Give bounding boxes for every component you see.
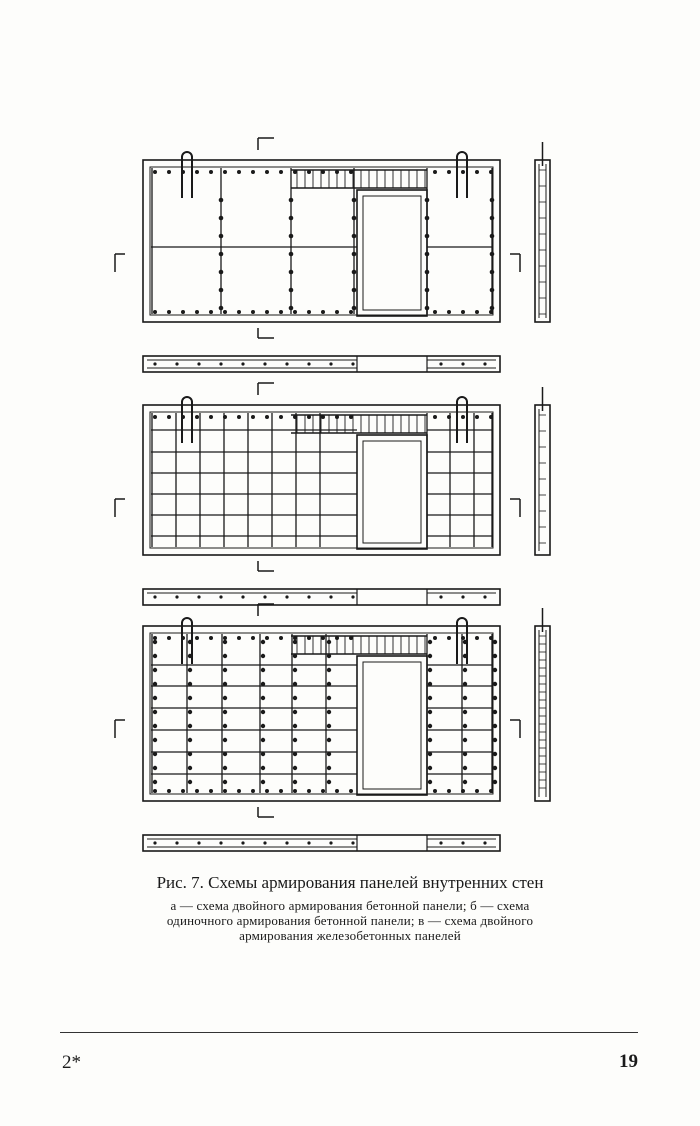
rebar-dot [251,415,255,419]
panel-outline [143,160,500,322]
rebar-dot [428,654,432,658]
rebar-dot [475,789,479,793]
rebar-dot [463,766,467,770]
rebar-dot [237,636,241,640]
rebar-dot [293,710,297,714]
rebar-dot [461,789,465,793]
rebar-dot [263,362,266,365]
rebar-dot [433,310,437,314]
rebar-dot [493,738,497,742]
rebar-dot [349,415,353,419]
rebar-dot [335,310,339,314]
rebar-dot [335,636,339,640]
rebar-dot [167,415,171,419]
side-section [535,405,550,555]
rebar-dot [493,766,497,770]
rebar-dot [493,640,497,644]
rebar-dot [475,310,479,314]
rebar-dot [195,789,199,793]
rebar-dot [489,636,493,640]
rebar-dot [307,595,310,598]
rebar-dot [327,766,331,770]
rebar-dot [153,310,157,314]
rebar-dot [307,362,310,365]
rebar-dot [285,595,288,598]
rebar-dot [433,415,437,419]
signature-mark: 2* [62,1052,81,1073]
rebar-dot [293,636,297,640]
rebar-dot [321,415,325,419]
rebar-dot [175,841,178,844]
rebar-dot [489,310,493,314]
rebar-dot [219,216,224,221]
rebar-dot [425,306,430,311]
rebar-dot [219,270,224,275]
rebar-dot [329,362,332,365]
rebar-dot [188,668,192,672]
rebar-dot [241,595,244,598]
rebar-dot [490,306,495,311]
rebar-dot [352,252,357,257]
rebar-dot [490,234,495,239]
rebar-dot [153,780,157,784]
rebar-dot [493,696,497,700]
rebar-dot [293,640,297,644]
rebar-dot [188,738,192,742]
rebar-dot [195,170,199,174]
rebar-dot [223,738,227,742]
panel-scheme [115,604,550,851]
rebar-dot [493,710,497,714]
rebar-dot [167,170,171,174]
rebar-dot [463,710,467,714]
rebar-dot [289,288,294,293]
rebar-dot [425,252,430,257]
rebar-dot [483,841,486,844]
rebar-dot [223,636,227,640]
rebar-dot [461,415,465,419]
rebar-dot [493,780,497,784]
rebar-dot [433,170,437,174]
rebar-dot [289,270,294,275]
rebar-dot [219,252,224,257]
rebar-dot [321,170,325,174]
rebar-dot [153,710,157,714]
rebar-dot [209,789,213,793]
rebar-dot [261,710,265,714]
rebar-dot [425,270,430,275]
rebar-dot [293,668,297,672]
rebar-dot [461,310,465,314]
rebar-dot [223,310,227,314]
rebar-dot [493,724,497,728]
rebar-dot [153,636,157,640]
legend-line: а — схема двойного армирования бетонной панели; б — схема [170,898,530,913]
rebar-dot [490,216,495,221]
rebar-dot [209,170,213,174]
rebar-dot [352,270,357,275]
lifting-loop [457,152,467,198]
rebar-dot [307,170,311,174]
rebar-dot [223,696,227,700]
rebar-dot [428,766,432,770]
rebar-dot [428,738,432,742]
rebar-dot [265,636,269,640]
page-number: 19 [619,1051,638,1072]
rebar-dot [327,724,331,728]
rebar-dot [209,415,213,419]
rebar-dot [352,306,357,311]
rebar-dot [447,170,451,174]
rebar-dot [447,789,451,793]
rebar-dot [219,306,224,311]
rebar-dot [349,310,353,314]
rebar-dot [261,640,265,644]
rebar-dot [293,766,297,770]
rebar-dot [265,310,269,314]
rebar-dot [223,170,227,174]
rebar-dot [461,595,464,598]
rebar-dot [493,682,497,686]
panel-inner-outline [150,167,493,315]
rebar-dot [219,198,224,203]
rebar-dot [219,288,224,293]
rebar-dot [223,710,227,714]
figure-legend [108,898,592,943]
rebar-dot [293,780,297,784]
rebar-dot [263,841,266,844]
rebar-dot [352,234,357,239]
rebar-dot [447,636,451,640]
rebar-dot [197,362,200,365]
rebar-dot [489,170,493,174]
rebar-dot [261,766,265,770]
rebar-dot [461,636,465,640]
rebar-dot [327,668,331,672]
rebar-dot [327,640,331,644]
rebar-dot [188,780,192,784]
rebar-dot [483,362,486,365]
rebar-dot [223,668,227,672]
bottom-section [143,589,500,605]
rebar-dot [175,595,178,598]
lifting-loop [457,397,467,443]
rebar-dot [195,310,199,314]
rebar-dot [153,668,157,672]
rebar-dot [188,766,192,770]
rebar-dot [153,724,157,728]
rebar-dot [219,362,222,365]
rebar-dot [153,766,157,770]
rebar-dot [188,696,192,700]
rebar-dot [219,595,222,598]
rebar-dot [167,310,171,314]
rebar-dot [188,724,192,728]
rebar-dot [153,789,157,793]
rebar-dot [327,696,331,700]
rebar-dot [219,234,224,239]
rebar-dot [463,724,467,728]
rebar-dot [349,789,353,793]
rebar-dot [285,362,288,365]
rebar-dot [447,310,451,314]
rebar-dot [223,789,227,793]
rebar-dot [439,362,442,365]
rebar-dot [483,595,486,598]
rebar-dot [293,310,297,314]
rebar-dot [261,738,265,742]
rebar-dot [153,415,157,419]
rebar-dot [327,780,331,784]
rebar-dot [307,636,311,640]
rebar-dot [329,595,332,598]
rebar-dot [293,415,297,419]
rebar-dot [475,170,479,174]
rebar-dot [489,415,493,419]
rebar-dot [241,841,244,844]
rebar-dot [335,789,339,793]
rebar-dot [463,668,467,672]
rebar-dot [289,306,294,311]
rebar-dot [188,710,192,714]
rebar-dot [223,724,227,728]
rebar-dot [475,636,479,640]
rebar-dot [279,310,283,314]
rebar-dot [197,841,200,844]
rebar-dot [293,696,297,700]
rebar-dot [293,738,297,742]
rebar-dot [349,636,353,640]
rebar-dot [289,216,294,221]
rebar-dot [428,780,432,784]
rebar-dot [153,640,157,644]
bottom-section [143,835,500,851]
rebar-dot [181,310,185,314]
rebar-dot [307,789,311,793]
rebar-dot [261,780,265,784]
rebar-dot [223,654,227,658]
rebar-dot [425,198,430,203]
rebar-dot [463,780,467,784]
rebar-dot [335,170,339,174]
rebar-dot [293,789,297,793]
rebar-dot [352,216,357,221]
rebar-dot [428,696,432,700]
rebar-dot [433,789,437,793]
rebar-dot [490,198,495,203]
rebar-dot [223,640,227,644]
rebar-dot [153,696,157,700]
rebar-dot [261,724,265,728]
rebar-dot [493,668,497,672]
rebar-dot [425,216,430,221]
rebar-dot [439,841,442,844]
rebar-dot [153,841,156,844]
rebar-dot [237,170,241,174]
rebar-dot [279,415,283,419]
rebar-dot [197,595,200,598]
rebar-dot [433,636,437,640]
rebar-dot [321,636,325,640]
rebar-dot [237,310,241,314]
rebar-dot [223,780,227,784]
rebar-dot [461,841,464,844]
rebar-dot [167,636,171,640]
rebar-dot [209,636,213,640]
rebar-dot [195,636,199,640]
footer-rule [60,1032,638,1033]
rebar-dot [428,668,432,672]
rebar-dot [493,752,497,756]
lifting-loop [182,152,192,198]
panel-scheme [115,383,550,605]
rebar-dot [428,710,432,714]
rebar-dot [265,170,269,174]
rebar-dot [153,654,157,658]
rebar-dot [153,362,156,365]
rebar-dot [439,595,442,598]
rebar-dot [261,668,265,672]
rebar-dot [428,640,432,644]
rebar-dot [237,415,241,419]
rebar-dot [475,415,479,419]
rebar-dot [209,310,213,314]
rebar-dot [490,252,495,257]
rebar-dot [251,789,255,793]
rebar-dot [251,170,255,174]
rebar-dot [335,415,339,419]
rebar-dot [307,310,311,314]
rebar-dot [279,636,283,640]
rebar-dot [153,738,157,742]
legend-line: одиночного армирования бетонной панели; в — схема двойного [166,913,534,928]
rebar-dot [321,789,325,793]
rebar-dot [352,288,357,293]
rebar-dot [307,415,311,419]
rebar-dot [351,841,354,844]
lifting-loop [182,397,192,443]
rebar-dot [181,789,185,793]
rebar-dot [327,654,331,658]
rebar-dot [289,252,294,257]
rebar-dot [447,415,451,419]
rebar-dot [463,696,467,700]
rebar-dot [490,270,495,275]
rebar-dot [461,170,465,174]
rebar-dot [261,696,265,700]
panel-scheme [115,138,550,372]
rebar-dot [349,170,353,174]
rebar-dot [307,841,310,844]
bottom-section [143,356,500,372]
panel-inner-outline [150,633,493,794]
panel-outline [143,626,500,801]
rebar-dot [265,789,269,793]
panel-outline [143,405,500,555]
rebar-dot [351,595,354,598]
rebar-dot [321,310,325,314]
rebar-dot [251,636,255,640]
rebar-dot [153,595,156,598]
rebar-dot [293,170,297,174]
rebar-dot [223,415,227,419]
rebar-dot [251,310,255,314]
rebar-dot [261,654,265,658]
rebar-dot [175,362,178,365]
rebar-dot [195,415,199,419]
rebar-dot [167,789,171,793]
rebar-dot [293,654,297,658]
rebar-dot [293,724,297,728]
rebar-dot [329,841,332,844]
legend-line: армирования железобетонных панелей [239,928,461,943]
rebar-dot [425,288,430,293]
rebar-dot [493,654,497,658]
rebar-dot [289,234,294,239]
rebar-dot [241,362,244,365]
rebar-dot [489,789,493,793]
rebar-dot [263,595,266,598]
rebar-dot [351,362,354,365]
rebar-dot [219,841,222,844]
rebar-dot [265,415,269,419]
rebar-dot [237,789,241,793]
rebar-dot [428,724,432,728]
rebar-dot [223,766,227,770]
door-opening-inner [363,441,421,543]
rebar-dot [279,789,283,793]
figure-caption: Рис. 7. Схемы армирования панелей внутренних стен [156,873,544,892]
rebar-dot [289,198,294,203]
rebar-dot [285,841,288,844]
rebar-dot [352,198,357,203]
rebar-dot [279,170,283,174]
door-opening-inner [363,662,421,789]
rebar-dot [461,362,464,365]
rebar-dot [153,170,157,174]
rebar-dot [425,234,430,239]
rebar-dot [463,738,467,742]
rebar-dot [327,710,331,714]
rebar-dot [327,738,331,742]
rebar-dot [490,288,495,293]
door-opening-inner [363,196,421,310]
